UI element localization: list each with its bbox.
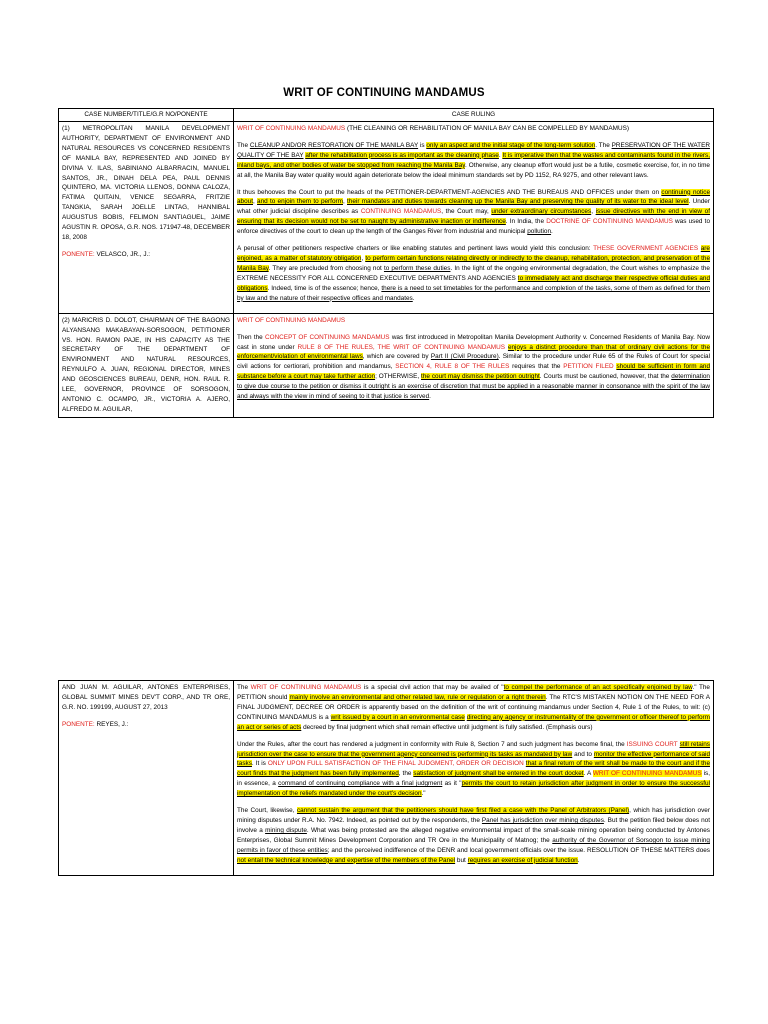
rulings-table	[58, 108, 714, 418]
text-segment: ."	[421, 790, 426, 798]
highlighted-text: to perform certain functions relating directly or indirectly to the cleanup, rehabilitation, protection, and preservation of the Manila Bay	[237, 255, 710, 272]
text-segment: . Under what other judicial discipline describes as	[237, 198, 710, 216]
red-text: RULE 8 OF THE RULES, THE WRIT OF CONTINUING MANDAMUS	[297, 343, 505, 351]
text-segment: ,	[253, 198, 258, 206]
ponente-name: REYES, J.:	[96, 720, 129, 728]
case-title: (2) MARICRIS D. DOLOT, CHAIRMAN OF THE BAGONG ALYANSANG MAKABAYAN-SORSOGON, PETITIONER VS. HON. RAMON PAJE, IN HIS CAPACITY AS THE SECRETARY OF THE DEPARTMENT OF ENVIRONMENT AND NATURAL RESOURCES, REYNULFO A. JUAN, REGIONAL DIRECTOR, MINES AND GEOSCIENCES BUREAU, DENR, HON. RAUL R. LEE, GOVERNOR, PROVINCE OF SORSOGON, ANTONIO C. OCAMPO, JR., VICTORIA A. AJERO, ALFREDO M. AGUILAR,	[62, 316, 230, 413]
text-segment: command of continuing compliance with a final judgment	[278, 780, 443, 788]
text-segment: , which are covered by	[362, 353, 431, 361]
highlighted-text: writ issued by a court in an environmental case	[330, 713, 465, 721]
header-case: CASE NUMBER/TITLE/G.R NO/PONENTE	[59, 109, 234, 122]
highlighted-text: monitor the effective performance of said tasks	[237, 750, 710, 768]
text-segment: ; OTHERWISE,	[375, 373, 422, 381]
text-segment: .	[412, 294, 415, 302]
text-segment: was used to enforce directives of the court to clean up the length of the Ganges River from industrial and municipal	[237, 218, 711, 236]
ruling-paragraph	[237, 188, 710, 238]
table-row	[59, 313, 714, 417]
heading-red: WRIT OF CONTINUING MANDAMUS	[237, 316, 346, 324]
highlighted-text: not entail the technical knowledge and expertise of the members of the Panel	[237, 856, 456, 864]
text-segment: to perform these duties	[383, 264, 451, 272]
text-segment: CLEANUP AND/OR RESTORATION OF THE MANILA BAY	[249, 141, 419, 149]
text-segment: ,	[591, 208, 596, 216]
text-segment: .	[429, 393, 431, 401]
text-segment: The Court, likewise,	[237, 807, 297, 815]
red-text: CONTINUING MANDAMUS	[360, 208, 442, 216]
ruling-paragraph	[237, 806, 710, 866]
text-segment: . A	[583, 770, 593, 778]
case-cell	[59, 121, 234, 313]
text-segment: mining dispute	[265, 826, 307, 834]
page-title: WRIT OF CONTINUING MANDAMUS	[283, 87, 485, 99]
highlighted-text: requires an exercise of judicial function	[467, 856, 578, 864]
text-segment: is a special civil action that may be availed of "	[361, 684, 504, 691]
header-ruling: CASE RULING	[234, 109, 714, 122]
highlighted-text: enjoys a distinct procedure than that of ordinary civil actions for the enforcement/violation of environmental laws	[237, 343, 711, 361]
red-text: PETITION FILED	[563, 363, 614, 371]
text-segment: , the	[398, 770, 414, 778]
text-segment: . But the petition filed below does not involve a	[237, 817, 711, 834]
table-row	[59, 121, 714, 313]
ponente-label: PONENTE:	[62, 720, 95, 728]
heading-rest: (THE CLEANING OR REHABILITATION OF MANILA BAY CAN BE COMPELLED BY MANDAMUS)	[345, 124, 630, 132]
red-text: THESE GOVERNMENT AGENCIES	[593, 245, 699, 253]
text-segment: is, in essence, a	[237, 770, 710, 788]
heading-red: WRIT OF CONTINUING MANDAMUS	[237, 124, 346, 132]
text-segment: was first introduced in Metropolitan Manila Development Authority v. Concerned Residents of Manila Bay. Now cast in stone under	[237, 333, 710, 351]
ponente-line	[62, 250, 230, 260]
ruling-paragraph	[237, 141, 710, 181]
ruling-paragraph	[237, 683, 710, 733]
text-segment: requires that the	[509, 363, 564, 371]
highlighted-text: It is imperative then that the wastes and contaminants found in the rivers, inland bays, and other bodies of water be stopped from reaching the Manila Bay	[237, 151, 710, 169]
text-segment: as it "	[442, 780, 462, 788]
text-segment: . In the light of the ongoing environmental degradation, the Court wishes to emphasize the EXTREME NECESSITY FOR ALL CONCERNED EXECUTIVE DEPARTMENTS AND AGENCIES	[237, 264, 710, 282]
case-cell	[59, 681, 234, 876]
highlighted-text: only an aspect and the initial stage of the long-term solution	[426, 141, 596, 149]
text-segment: . Courts must be cautioned, however, that the	[539, 373, 672, 381]
text-segment: , the Court may,	[441, 208, 492, 216]
case-title: AND JUAN M. AGUILAR, ANTONES ENTERPRISES, GLOBAL SUMMIT MINES DEV'T CORP., AND TR ORE, G.R. NO. 199199, AUGUST 27, 2013	[62, 684, 230, 711]
text-segment: .	[551, 228, 553, 236]
highlighted-text: cannot sustain the argument that the petitioners should have first filed a case with the Panel of Arbitrators (Panel)	[296, 807, 630, 815]
text-segment: .	[577, 856, 580, 864]
red-text: WRIT OF CONTINUING MANDAMUS	[592, 770, 702, 778]
red-text: WRIT OF CONTINUING MANDAMUS	[250, 684, 362, 691]
text-segment: PRESERVATION OF THE WATER QUALITY OF THE BAY	[237, 141, 710, 159]
text-segment: The	[237, 684, 251, 691]
highlighted-text: issue directives with the end in view of ensuring that its decision would not be set to naught by administrative inaction or indifference	[237, 208, 710, 226]
text-segment: . The RTC'S MISTAKEN NOTION ON THE NEED FOR A FINAL JUDGMENT, DECREE OR ORDER is apparently based on the definition of the writ of continuing mandamus under Section 4, Rule 1 of the Rules, to wit: (c) CONTINUING MANDAMUS is a	[237, 693, 710, 721]
red-text: SECTION 4, RULE 8 OF THE RULES	[395, 363, 510, 371]
highlighted-text: to immediately act and discharge their respective official duties and obligations	[237, 274, 710, 292]
ruling-heading	[237, 124, 710, 134]
highlighted-text: mainly involve an environmental and other related law, rule or regulation or a right therein	[289, 693, 546, 701]
ruling-cell	[234, 121, 714, 313]
table-row	[59, 681, 714, 876]
text-segment: It thus behooves the Court to put the heads of the PETITIONER-DEPARTMENT-AGENCIES AND THE BUREAUS AND OFFICES under them on	[237, 188, 662, 196]
highlighted-text: the court may dismiss the petition outright	[421, 373, 540, 381]
text-segment: ,	[342, 198, 348, 206]
ruling-cell	[234, 313, 714, 417]
ponente-line	[62, 720, 230, 730]
text-segment: . Indeed, time is of the essence; hence,	[267, 284, 382, 292]
red-text: ONLY UPON FULL SATISFACTION OF THE FINAL JUDGMENT, ORDER OR DECISION	[267, 760, 524, 768]
text-segment: A perusal of other petitioners respective charters or like enabling statutes and pertinent laws would yield this conclusion:	[237, 245, 594, 253]
highlighted-text: after the rehabilitation process is as important as the cleaning phase	[305, 151, 499, 159]
highlighted-text: permits the court to retain jurisdiction after judgment in order to ensure the successful implementation of the reliefs mandated under the court's decision	[237, 780, 711, 798]
ruling-heading	[237, 316, 710, 326]
text-segment: . Similar to the procedure under Rule 65 of the Rules of Court for special civil actions for certiorari, prohibition and mandamus,	[237, 353, 711, 371]
text-segment: .	[498, 151, 503, 159]
ruling-paragraph	[237, 740, 710, 800]
highlighted-text: to compel the performance of an act specifically enjoined by law	[503, 684, 693, 691]
rulings-table-continued	[58, 680, 714, 876]
text-segment: Then the	[237, 333, 265, 341]
text-segment: is	[418, 141, 427, 149]
ruling-cell	[234, 681, 714, 876]
text-segment: . Otherwise, any cleanup effort would just be a futile, cosmetic exercise, for, in no time at all, the Manila Bay water quality would again deteriorate below the ideal minimum standards set by PD 1152, RA 9275, and other relevant laws.	[237, 161, 710, 179]
text-segment: . They are precluded from choosing not	[268, 264, 384, 272]
text-segment: , which has jurisdiction over mining disputes under R.A. No. 7942. Indeed, as pointed out by the respondents, the	[237, 807, 710, 825]
text-segment: ." The PETITION should	[237, 684, 710, 701]
text-segment: Part II (Civil Procedure)	[430, 353, 499, 361]
text-segment: decreed by final judgment which shall remain effective until judgment is fully satisfied. (Emphasis ours)	[301, 723, 593, 731]
table-header-row	[59, 109, 714, 122]
highlighted-text: that a final return of the writ shall be made to the court and if the court finds that the judgment has been fully implemented	[237, 760, 710, 778]
text-segment: ,	[361, 255, 366, 263]
highlighted-text: and to enjoin them to perform	[257, 198, 343, 206]
text-segment: . In India, the	[505, 218, 547, 226]
text-segment: ; and the perceived indifference of the DENR and local government officials over the issue. RESOLUTION OF THESE MATTERS does	[327, 846, 710, 854]
case-cell	[59, 313, 234, 417]
text-segment: pollution	[527, 228, 552, 236]
case-title: (1) METROPOLITAN MANILA DEVELOPMENT AUTHORITY, DEPARTMENT OF ENVIRONMENT AND NATURAL RESOURCES VS CONCERNED RESIDENTS OF MANILA BAY, REPRESENTED AND JOINED BY DIVINA V. ILAS, SABINIANO ALBARRACIN, MANUEL SANTOS, JR., DINAH DELA PEA, PAUL DENNIS QUINTERO, MA. VICTORIA LLENOS, DONNA CALOZA, FATIMA QUITAIN, VENICE SEGARRA, FRITZIE TANGKIA, SARAH JOELLE LINTAG, HANNIBAL AUGUSTUS BOBIS, FELIMON SANTIAGUEL, JAIME AGUSTIN R. OPOSA, G.R. NOS. 171947-48, DECEMBER 18, 2008	[62, 124, 230, 242]
ponente-name: VELASCO, JR., J.:	[96, 250, 151, 258]
highlighted-text: directing any agency or instrumentality of the government or officer thereof to perform an act or series of acts	[237, 713, 710, 731]
highlighted-text: their mandates and duties towards cleaning up the Manila Bay and preserving the quality of its water to the ideal level	[347, 198, 689, 206]
text-segment: . It is	[251, 760, 268, 768]
ruling-paragraph	[237, 244, 710, 304]
highlighted-text: continuing notice about	[237, 188, 711, 206]
text-segment: but	[455, 856, 468, 864]
highlighted-text: satisfaction of judgment shall be entered in the court docket	[413, 770, 584, 778]
highlighted-text: under extraordinary circumstances	[491, 208, 592, 216]
text-segment: The	[237, 141, 250, 149]
highlighted-text: still retains jurisdiction over the case to ensure that the government agency concerned is performing its tasks as mandated by law	[237, 740, 711, 758]
red-text: ISSUING COURT	[626, 740, 678, 748]
text-segment: . What was being protested are the alleged negative environmental impact of the small-scale mining operation being conducted by Antones Enterprises, Global Summit Mines Development Corporation and TR Ore in the Municipality of Matnog; the	[237, 826, 710, 844]
text-segment: there is a need to set timetables for the performance and completion of the tasks, some of them as defined for them by law and the nature of their respective offices and mandates	[237, 284, 710, 302]
text-segment: and to	[572, 750, 594, 758]
highlighted-text: should be sufficient in form and substance before a court may take further action	[237, 363, 711, 381]
ruling-paragraph	[237, 333, 710, 402]
text-segment: determination to give due course to the petition or dismiss it outright is an exercise of discretion that must be applied in a reasonable manner in consonance with the spirit of the law and always with the view in mind of seeing to it that justice is served	[237, 373, 710, 401]
ponente-label: PONENTE:	[62, 250, 95, 258]
red-text: CONCEPT OF CONTINUING MANDAMUS	[264, 333, 390, 341]
highlighted-text: are enjoined, as a matter of statutory obligation	[237, 245, 710, 263]
text-segment: authority of the Governor of Sorsogon to issue mining permits in favor of these entities	[237, 836, 710, 854]
text-segment: Under the Rules, after the court has rendered a judgment in conformity with Rule 8, Section 7 and such judgment has become final, the	[237, 740, 627, 748]
text-segment: . The	[595, 141, 612, 149]
red-text: DOCTRINE OF CONTINUING MANDAMUS	[546, 218, 673, 226]
text-segment: Panel has jurisdiction over mining disputes	[481, 817, 604, 825]
